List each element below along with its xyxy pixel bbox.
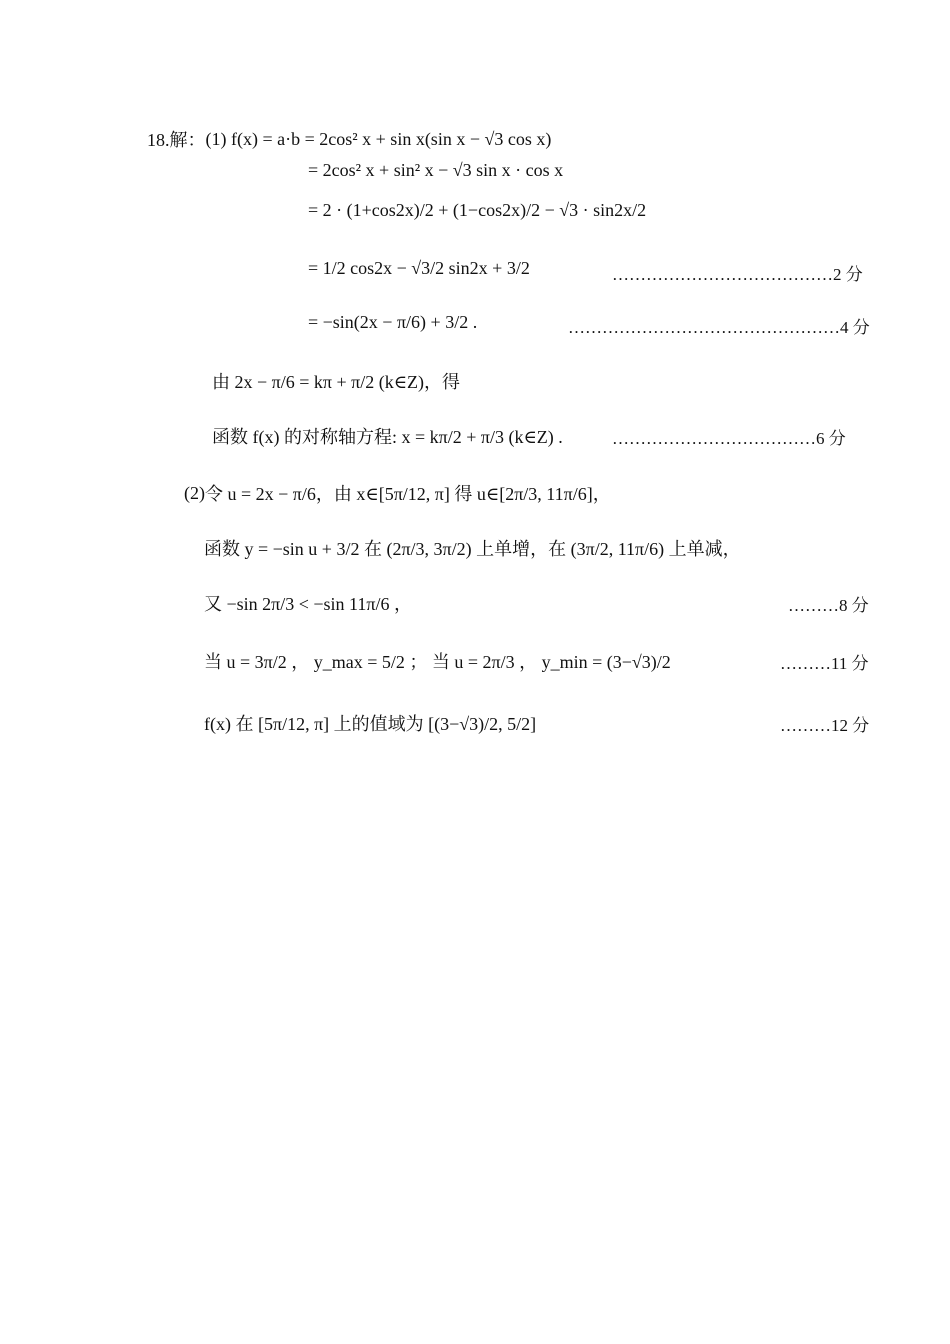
solution-line-7 <box>212 423 563 449</box>
step3-text: = 2 · (1+cos2x)/2 + (1−cos2x)/2 − √3 · sin2x/2 <box>308 200 647 220</box>
score-11: ………11 分 <box>780 654 869 673</box>
step10-text: 又 −sin 2π/3 < −sin 11π/6 ， <box>204 594 412 614</box>
step6-text: 由 2x − π/6 = kπ + π/2 (k∈Z)，得 <box>212 372 461 392</box>
step12-text: f(x) 在 [5π/12, π] 上的值域为 [(3−√3)/2, 5/2] <box>204 714 537 734</box>
solution-line-12 <box>204 710 536 736</box>
step11-text: 当 u = 3π/2 ， y_max = 5/2 ； 当 u = 2π/3 ， y_min = (3−√3)/2 <box>204 652 671 672</box>
solution-line-10 <box>204 590 412 616</box>
step8-text: 令 u = 2x − π/6，由 x∈[5π/12, π] 得 u∈[2π/3, 11π/6]， <box>205 484 611 504</box>
score-2: …………………………………2 分 <box>612 265 863 284</box>
solution-line-1 <box>147 126 551 152</box>
score-4: …………………………………………4 分 <box>568 318 870 337</box>
solution-line-6 <box>212 368 460 394</box>
part1-label: (1) <box>205 128 227 149</box>
solution-line-2 <box>308 160 563 181</box>
score-8: ………8 分 <box>788 596 869 615</box>
solution-line-8 <box>184 480 611 506</box>
step2-text: = 2cos² x + sin² x − √3 sin x · cos x <box>308 160 564 180</box>
step1-text: f(x) = a·b = 2cos² x + sin x(sin x − √3 cos x) <box>231 128 552 149</box>
part2-label: (2) <box>184 482 205 503</box>
solution-line-3 <box>308 200 646 221</box>
score-12: ………12 分 <box>780 716 870 735</box>
step5-text: = −sin(2x − π/6) + 3/2 . <box>308 312 478 332</box>
solution-line-9 <box>204 535 741 561</box>
problem-label: 18.解： <box>147 130 206 150</box>
step4-text: = 1/2 cos2x − √3/2 sin2x + 3/2 <box>308 258 530 278</box>
solution-line-5 <box>308 312 477 333</box>
step9-text: 函数 y = −sin u + 3/2 在 (2π/3, 3π/2) 上单增，在 (3π/2, 11π/6) 上单减， <box>204 539 741 559</box>
solution-line-4 <box>308 258 530 279</box>
step7-text: 函数 f(x) 的对称轴方程: x = kπ/2 + π/3 (k∈Z) . <box>212 427 563 447</box>
score-6: ………………………………6 分 <box>612 429 846 448</box>
solution-line-11 <box>204 648 671 674</box>
